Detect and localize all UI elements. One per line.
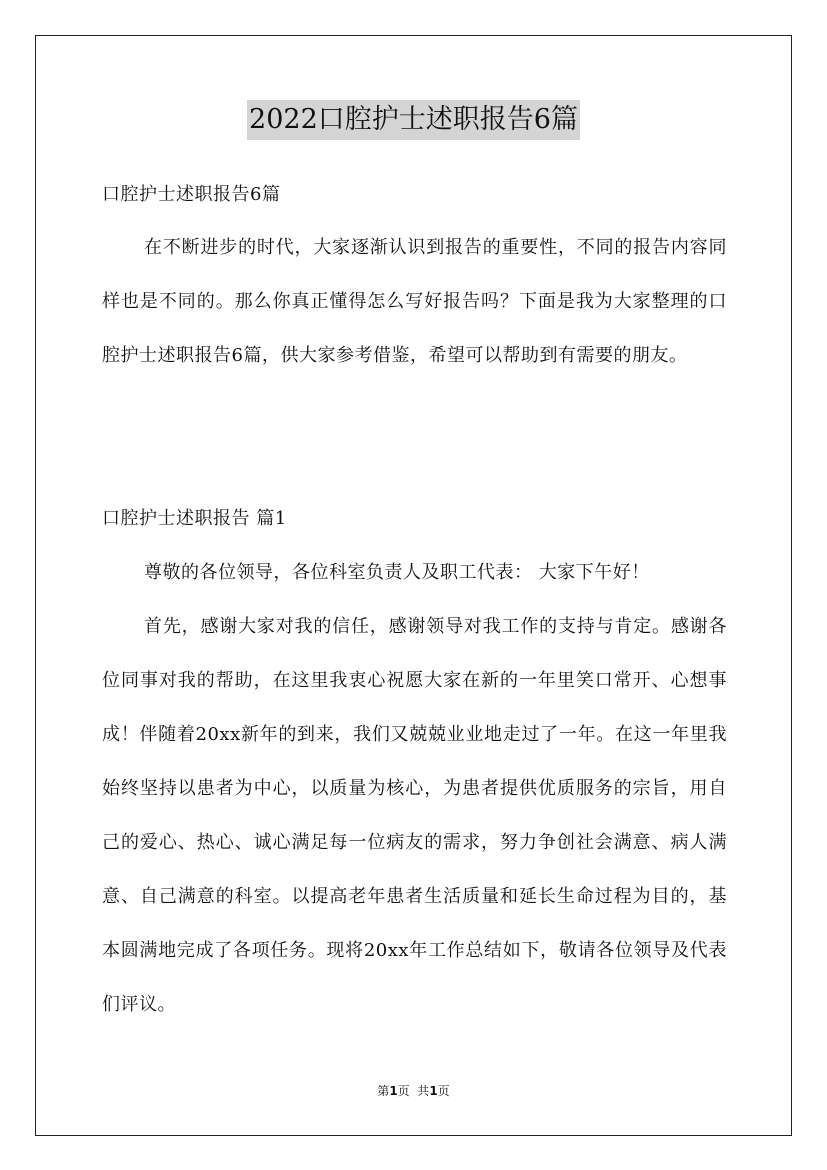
intro-paragraph: 在不断进步的时代，大家逐渐认识到报告的重要性，不同的报告内容同样也是不同的。那么你真正懂得怎么写好报告吗？下面是我为大家整理的口腔护士述职报告6篇，供大家参考借鉴，希望可以帮助到有需要的朋友。 — [102, 237, 727, 366]
footer-suffix: 页 — [437, 1084, 450, 1098]
document-title: 2022口腔护士述职报告6篇 — [247, 100, 580, 140]
footer-total-pages: 1 — [429, 1084, 438, 1098]
page-footer — [0, 1082, 827, 1099]
subtitle: 口腔护士述职报告6篇 — [102, 184, 281, 205]
footer-prefix: 第 — [377, 1084, 390, 1098]
title-container — [0, 100, 827, 140]
section-heading: 口腔护士述职报告 篇1 — [102, 508, 287, 529]
footer-mid: 页 共 — [397, 1084, 430, 1098]
body-paragraph: 首先，感谢大家对我的信任，感谢领导对我工作的支持与肯定。感谢各位同事对我的帮助，在这里我衷心祝愿大家在新的一年里笑口常开、心想事成！伴随着20xx新年的到来，我们又兢兢业业地走过了一年。在这一年里我始终坚持以患者为中心，以质量为核心，为患者提供优质服务的宗旨，用自己的爱心、热心、诚心满足每一位病友的需求，努力争创社会满意、病人满意、自己满意的科室。以提高老年患者生活质量和延长生命过程为目的，基本圆满地完成了各项任务。现将20xx年工作总结如下，敬请各位领导及代表们评议。 — [102, 616, 727, 1015]
footer-current-page: 1 — [389, 1084, 398, 1098]
greeting-paragraph: 尊敬的各位领导，各位科室负责人及职工代表： 大家下午好！ — [144, 562, 650, 583]
